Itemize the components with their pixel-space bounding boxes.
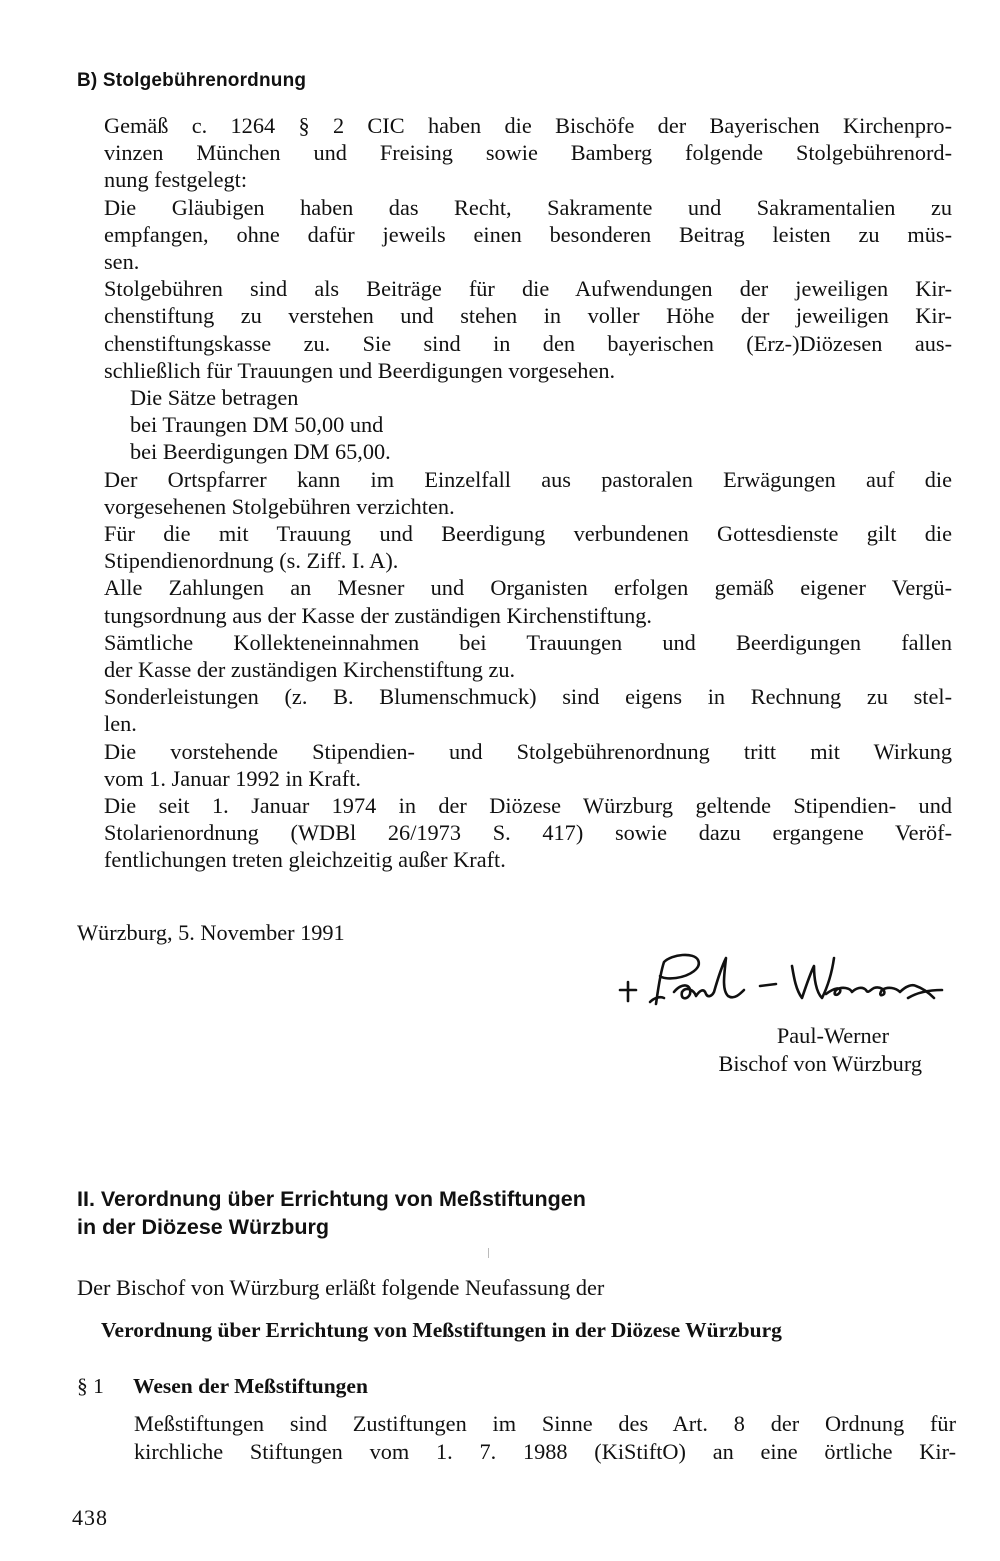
body-line: Die vorstehende Stipendien- und Stolgebührenordnung tritt mit Wirkung <box>104 738 952 764</box>
section-b-body <box>104 112 952 874</box>
body-line: sen. <box>104 249 140 275</box>
paragraph-title: Wesen der Meßstiftungen <box>133 1374 368 1398</box>
handwritten-signature <box>612 946 962 1018</box>
signer-title: Bischof von Würzburg <box>718 1051 922 1076</box>
body-line: Sämtliche Kollekteneinnahmen bei Trauungen und Beerdigungen fallen <box>104 629 952 655</box>
body-line: vorgesehenen Stolgebühren verzichten. <box>104 493 455 519</box>
body-line: Alle Zahlungen an Mesner und Organisten erfolgen gemäß eigener Vergü- <box>104 575 952 601</box>
section-ii-heading-line1: II. Verordnung über Errichtung von Meßstiftungen <box>77 1187 586 1211</box>
signer-block <box>620 1022 922 1078</box>
body-line: vinzen München und Freising sowie Bamberg folgende Stolgebührenord- <box>104 140 952 166</box>
body-line: der Kasse der zuständigen Kirchenstiftung zu. <box>104 657 516 683</box>
rates-line: Die Sätze betragen <box>130 385 299 411</box>
body-line: Der Ortspfarrer kann im Einzelfall aus pastoralen Erwägungen auf die <box>104 466 952 492</box>
intro-sentence: Der Bischof von Würzburg erläßt folgende Neufassung der <box>77 1275 605 1300</box>
body-line: Die seit 1. Januar 1974 in der Diözese Würzburg geltende Stipendien- und <box>104 793 952 819</box>
body-line: empfangen, ohne dafür jeweils einen besonderen Beitrag leisten zu müs- <box>104 221 952 247</box>
paragraph-line: kirchliche Stiftungen vom 1. 7. 1988 (KiStiftO) an eine örtliche Kir- <box>134 1439 956 1464</box>
paragraph-line: Meßstiftungen sind Zustiftungen im Sinne des Art. 8 der Ordnung für <box>134 1411 956 1436</box>
body-line: Gemäß c. 1264 § 2 CIC haben die Bischöfe der Bayerischen Kirchenpro- <box>104 113 952 138</box>
body-line: fentlichungen treten gleichzeitig außer Kraft. <box>104 847 506 873</box>
body-line: Für die mit Trauung und Beerdigung verbundenen Gottesdienste gilt die <box>104 521 952 547</box>
regulation-title: Verordnung über Errichtung von Meßstiftungen in der Diözese Würzburg <box>101 1318 782 1342</box>
body-line: Stolgebühren sind als Beiträge für die Aufwendungen der jeweiligen Kir- <box>104 276 952 302</box>
body-line: tungsordnung aus der Kasse der zuständigen Kirchenstiftung. <box>104 602 653 628</box>
paragraph-body <box>134 1410 956 1466</box>
body-line: chenstiftung zu verstehen und stehen in voller Höhe der jeweiligen Kir- <box>104 303 952 329</box>
body-line: Die Gläubigen haben das Recht, Sakramente und Sakramentalien zu <box>104 194 952 220</box>
body-line: Stolarienordnung (WDBl 26/1973 S. 417) sowie dazu ergangene Veröf- <box>104 820 952 846</box>
place-date: Würzburg, 5. November 1991 <box>77 920 345 945</box>
rates-line: bei Beerdigungen DM 65,00. <box>130 439 391 465</box>
rates-line: bei Traungen DM 50,00 und <box>130 412 384 438</box>
body-line: nung festgelegt: <box>104 167 248 193</box>
body-line: vom 1. Januar 1992 in Kraft. <box>104 765 361 791</box>
section-ii-heading <box>77 1185 586 1241</box>
page-number: 438 <box>72 1505 108 1530</box>
paragraph-number: § 1 <box>77 1374 104 1398</box>
body-line: Sonderleistungen (z. B. Blumenschmuck) sind eigens in Rechnung zu stel- <box>104 684 952 710</box>
paragraph-heading <box>77 1374 368 1399</box>
signer-name: Paul-Werner <box>776 1023 889 1048</box>
body-line: Stipendienordnung (s. Ziff. I. A). <box>104 548 399 574</box>
scan-mark <box>488 1248 489 1258</box>
section-ii-heading-line2: in der Diözese Würzburg <box>77 1215 330 1239</box>
section-b-heading: B) Stolgebührenordnung <box>77 70 307 91</box>
body-line: chenstiftungskasse zu. Sie sind in den bayerischen (Erz-)Diözesen aus- <box>104 330 952 356</box>
body-line: schließlich für Trauungen und Beerdigungen vorgesehen. <box>104 357 616 383</box>
body-line: len. <box>104 711 137 737</box>
